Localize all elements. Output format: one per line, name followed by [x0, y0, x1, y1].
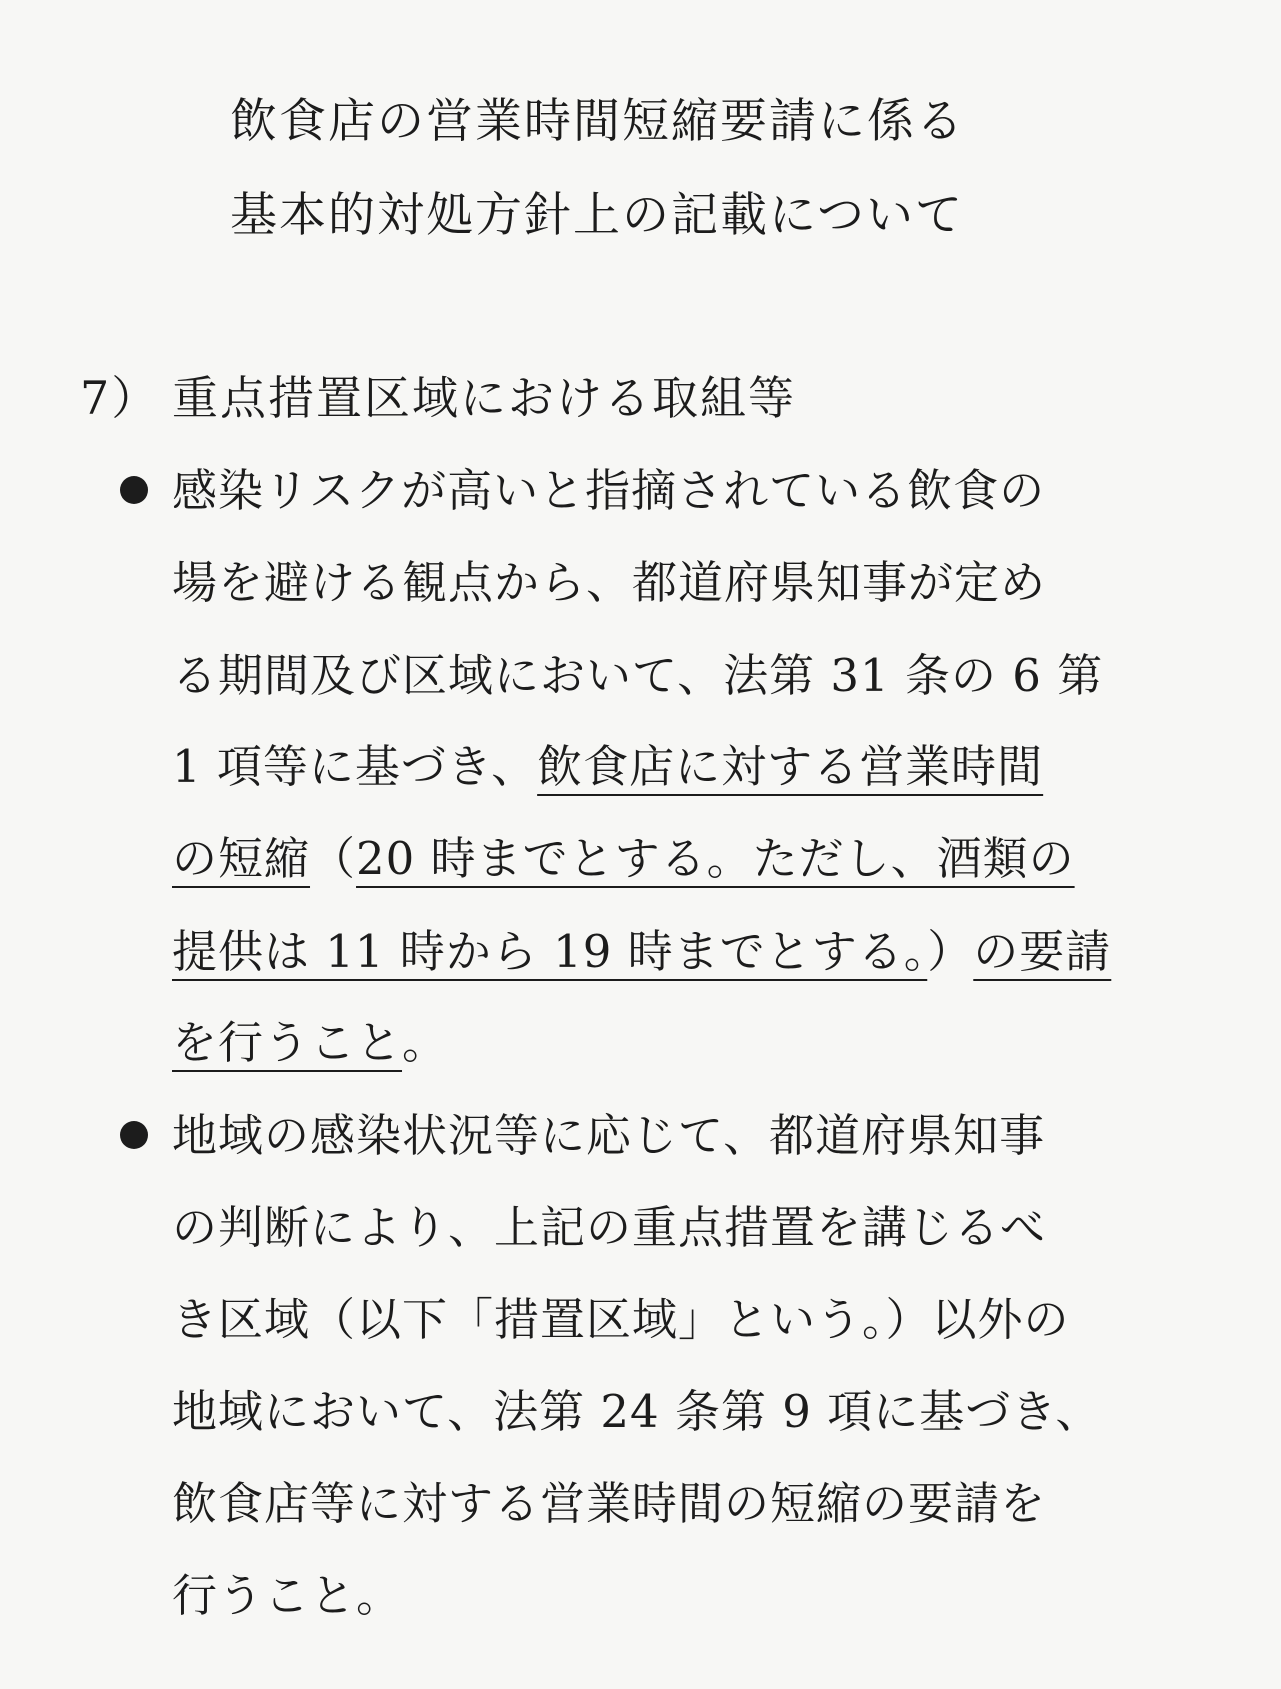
bullet2-line-6: 行うこと。 [172, 1569, 403, 1622]
bullet1-line-2: 場を避ける観点から、都道府県知事が定め [172, 556, 1047, 609]
bullet1-line-7-end: 。 [402, 1016, 449, 1069]
bullet1-line-3: る期間及び区域において、法第 31 条の 6 第 [172, 649, 1104, 702]
bullet2-line-1: 地域の感染状況等に応じて、都道府県知事 [172, 1109, 1046, 1162]
bullet1-line-6-paren: ） [927, 925, 974, 978]
bullet2-line-3: き区域（以下「措置区域」という。）以外の [172, 1293, 1070, 1346]
bullet2-line-5: 飲食店等に対する営業時間の短縮の要請を [172, 1477, 1047, 1530]
bullet1-line-5-paren: （ [310, 832, 357, 885]
bullet1-line-5 [172, 832, 1075, 885]
bullet2-line-4: 地域において、法第 24 条第 9 項に基づき、 [172, 1385, 1102, 1438]
bullet1-line-5-underlined-a: の短縮 [172, 832, 311, 885]
bullet-dot-icon [120, 476, 148, 504]
bullet1-line-5-underlined-b: 20 時までとする。ただし、酒類の [356, 832, 1075, 885]
bullet1-line-6 [172, 925, 1112, 978]
bullet2-line-2: の判断により、上記の重点措置を講じるべ [172, 1201, 1047, 1254]
bullet1-line-7 [172, 1016, 449, 1069]
bullet1-line-1: 感染リスクが高いと指摘されている飲食の [172, 464, 1046, 517]
bullet-dot-icon [120, 1121, 148, 1149]
bullet1-line-4 [172, 740, 1044, 793]
section-heading [80, 371, 796, 425]
bullet1-line-6-underlined-b: の要請 [973, 925, 1112, 978]
title-line-2: 基本的対処方針上の記載について [230, 188, 965, 243]
bullet1-line-4-underlined: 飲食店に対する営業時間 [537, 740, 1044, 793]
title-line-1: 飲食店の営業時間短縮要請に係る [230, 94, 965, 149]
bullet1-line-6-underlined-a: 提供は 11 時から 19 時までとする。 [172, 925, 928, 978]
section-number: 7） [80, 371, 160, 425]
bullet1-line-4-a: 1 項等に基づき、 [172, 740, 538, 793]
section-title: 重点措置区域における取組等 [172, 371, 796, 425]
bullet1-line-7-underlined: を行うこと [172, 1016, 403, 1069]
